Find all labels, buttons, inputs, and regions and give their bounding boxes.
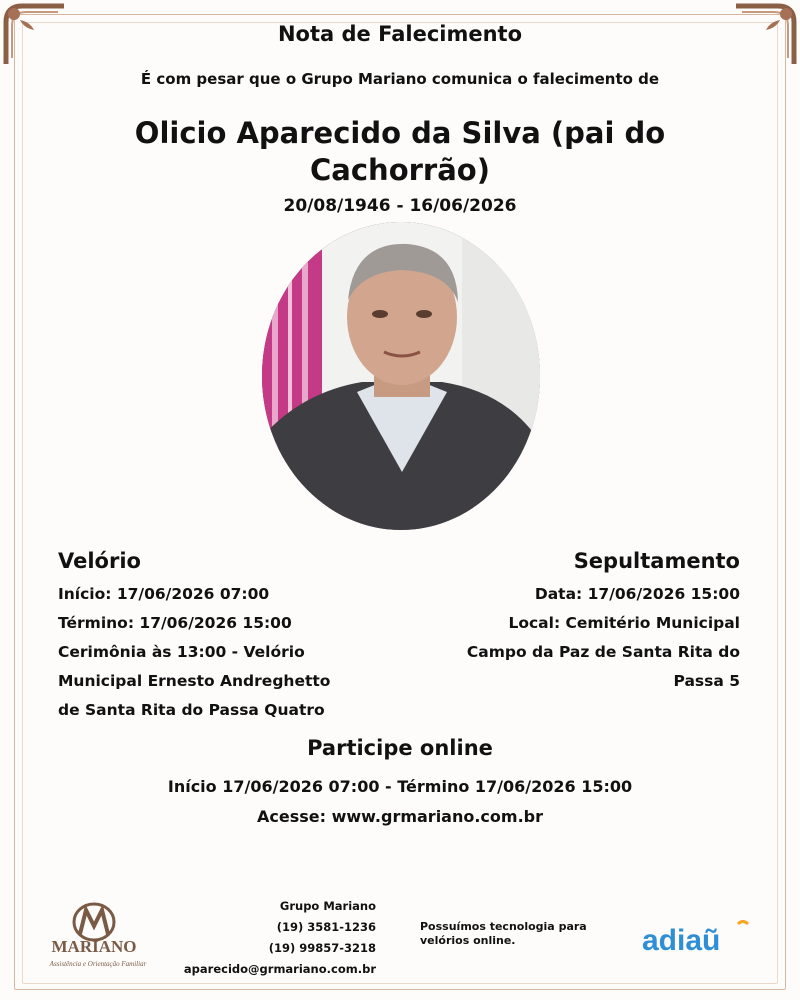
velorio-line: Cerimônia às 13:00 - Velório xyxy=(58,643,305,661)
deceased-name-line2: Cachorrão) xyxy=(310,153,490,187)
portrait-illustration xyxy=(262,222,540,530)
sepultamento-line: Local: Cemitério Municipal xyxy=(508,614,740,632)
sepultamento-line: Passa 5 xyxy=(673,672,740,690)
online-url-link[interactable]: Acesse: www.grmariano.com.br xyxy=(257,807,543,826)
velorio-line: Término: 17/06/2026 15:00 xyxy=(58,614,292,632)
deceased-name xyxy=(0,115,800,189)
velorio-line: Início: 17/06/2026 07:00 xyxy=(58,585,270,603)
portrait-photo xyxy=(262,222,540,530)
velorio-line: Municipal Ernesto Andreghetto xyxy=(58,672,331,690)
contact-phone[interactable]: (19) 99857-3218 xyxy=(268,941,376,955)
sepultamento-section xyxy=(410,548,740,696)
online-times: Início 17/06/2026 07:00 - Término 17/06/2026 15:00 xyxy=(167,777,633,796)
contact-block xyxy=(184,896,376,980)
page-title: Nota de Falecimento xyxy=(277,22,523,46)
velorio-section xyxy=(58,548,398,725)
logo-text: MARIANO xyxy=(51,937,137,956)
adiau-logo-icon xyxy=(642,918,758,958)
online-heading: Participe online xyxy=(307,736,493,760)
sepultamento-heading: Sepultamento xyxy=(573,549,740,573)
contact-email-link[interactable]: aparecido@grmariano.com.br xyxy=(183,962,376,976)
deceased-name-line1: Olicio Aparecido da Silva (pai do xyxy=(134,116,666,150)
intro-text: É com pesar que o Grupo Mariano comunica o falecimento de xyxy=(140,70,660,88)
tech-note xyxy=(420,920,587,948)
contact-company: Grupo Mariano xyxy=(279,899,376,913)
mariano-logo-icon xyxy=(46,900,156,972)
tech-note-line: Possuímos tecnologia para xyxy=(420,920,587,933)
logo-subtitle: Assistência e Orientação Familiar xyxy=(49,960,147,968)
adiau-logo-text: adiaũ xyxy=(642,924,721,957)
sepultamento-line: Data: 17/06/2026 15:00 xyxy=(534,585,740,603)
sepultamento-line: Campo da Paz de Santa Rita do xyxy=(466,643,740,661)
velorio-line: de Santa Rita do Passa Quatro xyxy=(58,701,325,719)
velorio-heading: Velório xyxy=(58,549,141,573)
life-dates: 20/08/1946 - 16/06/2026 xyxy=(283,196,517,216)
tech-note-line: velórios online. xyxy=(420,934,516,947)
contact-phone[interactable]: (19) 3581-1236 xyxy=(276,920,376,934)
